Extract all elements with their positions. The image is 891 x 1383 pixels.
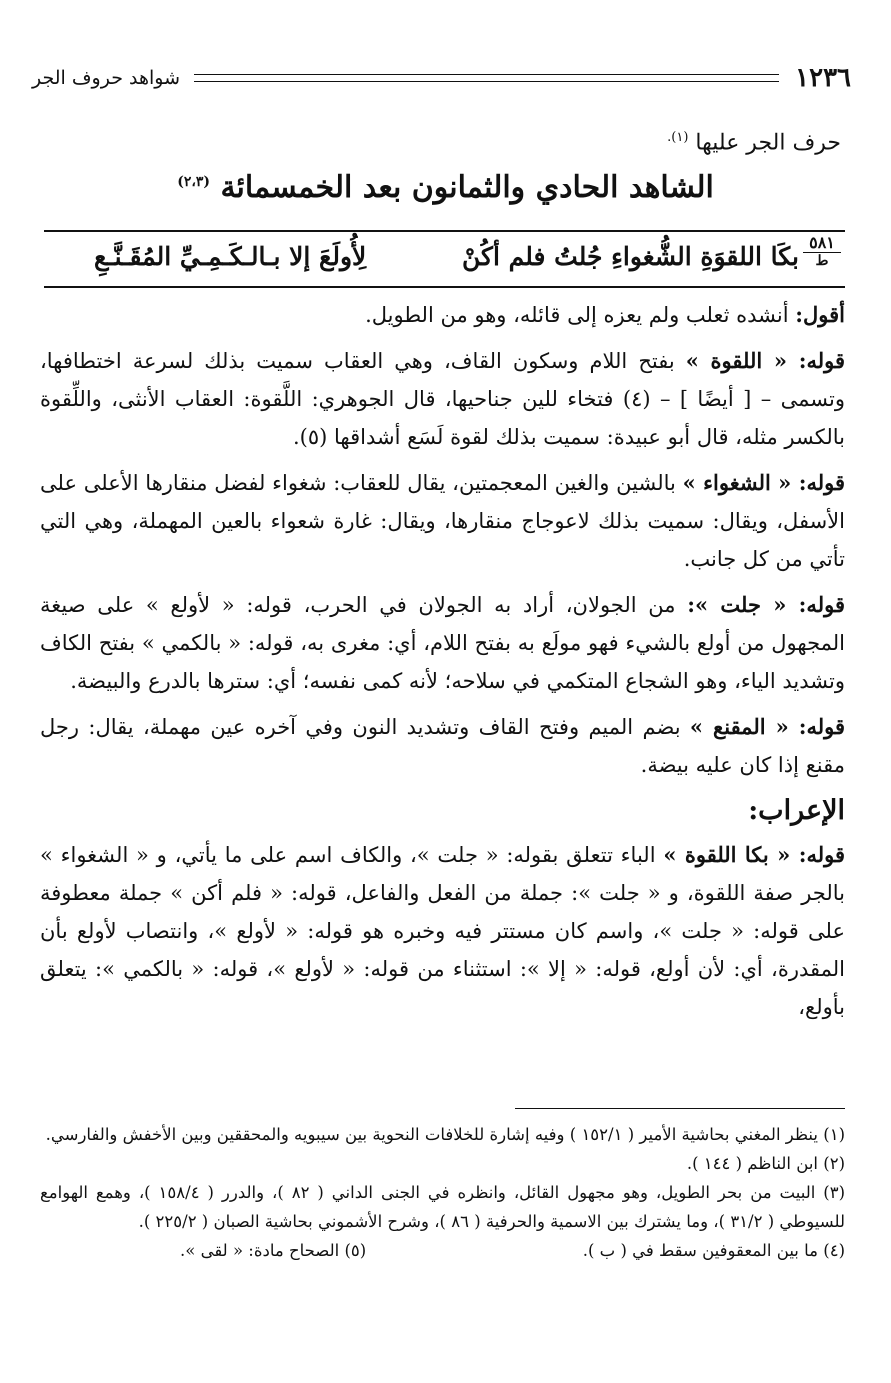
paragraph-lead: قوله: « جلت »: bbox=[687, 592, 845, 617]
footnote-divider bbox=[515, 1108, 845, 1109]
paragraph-text: بفتح اللام وسكون القاف، وهي العقاب سميت بذلك لسرعة اختطافها، وتسمى – [ أيضًا ] – (٤) فتخاء للين جناحيها، قال الجوهري: اللَّقوة: العقاب الأنثى، واللِّقوة بالكسر مثله، قال أبو عبيدة: سميت بذلك لقوة لَسَع أشداقها (٥). bbox=[40, 349, 845, 449]
paragraph-text: الباء تتعلق بقوله: « جلت »، والكاف اسم على ما يأتي، و « الشغواء » بالجر صفة اللقوة، و « جلت »: جملة من الفعل والفاعل، قوله: « فلم أكن » جملة معطوفة على قوله: « جلت »، واسم كان مستتر فيه وخبره هو قوله: « لأولع »، وانتصاب لأولع بأن المقدرة، أي: لأن أولع، قوله: « إلا »: استثناء من قوله: « لأولع »، قوله: « بالكمي »: يتعلق بأولع، bbox=[40, 843, 845, 1019]
footnote: (٤) ما بين المعقوفين سقط في ( ب ). bbox=[582, 1241, 845, 1260]
paragraph-text: أنشده ثعلب ولم يعزه إلى قائله، وهو من الطويل. bbox=[365, 303, 789, 327]
footnote: (٢) ابن الناظم ( ١٤٤ ). bbox=[686, 1154, 845, 1173]
commentary-body bbox=[40, 296, 845, 1034]
paragraph-text: بضم الميم وفتح القاف وتشديد النون وفي آخره عين مهملة، يقال: رجل مقنع إذا كان عليه بيضة. bbox=[40, 715, 845, 777]
footnote: (١) ينظر المغني بحاشية الأمير ( ١٥٢/١ ) وفيه إشارة للخلافات النحوية بين سيبويه والمحققين وبين الأخفش والفارسي. bbox=[45, 1125, 845, 1144]
footnote: (٣) البيت من بحر الطويل، وهو مجهول القائل، وانظره في الجنى الداني ( ٨٢ )، والدرر ( ١٥٨/٤ )، وهمع الهوامع للسيوطي ( ٣١/٢ )، وما يشترك بين الاسمية والحرفية ( ٨٦ )، وشرح الأشموني بحاشية الصبان ( ٢٢٥/٢ ). bbox=[40, 1183, 846, 1231]
verse-number bbox=[803, 234, 841, 269]
paragraph-lead: قوله: « الشغواء » bbox=[682, 470, 845, 495]
paragraph bbox=[40, 708, 845, 784]
paragraph bbox=[40, 836, 845, 1026]
paragraph bbox=[40, 464, 845, 578]
paragraph-lead: قوله: « بكا اللقوة » bbox=[663, 842, 845, 867]
paragraph-text: بالشين والغين المعجمتين، يقال للعقاب: شغواء لفضل منقارها الأعلى على الأسفل، ويقال: سميت بذلك لاعوجاج منقارها، ويقال: غارة شعواء بالعين المهملة، وهي التي تأتي من كل جانب. bbox=[40, 471, 845, 571]
footnote: (٥) الصحاح مادة: « لقى ». bbox=[180, 1241, 367, 1260]
paragraph bbox=[40, 342, 845, 456]
verse-hemistich-second: لِأُولَعَ إلا بـالـكَـمِـيِّ المُقَـنَّـعِ bbox=[94, 242, 367, 271]
footnote-row bbox=[40, 1236, 845, 1265]
paragraph-lead: قوله: « المقنع » bbox=[689, 714, 845, 739]
header-rule bbox=[194, 74, 779, 82]
footnotes bbox=[40, 1120, 845, 1265]
footnote-ref: (١). bbox=[667, 130, 689, 145]
meter-mark: ط bbox=[803, 252, 841, 269]
section-footnote-ref: (٢،٣) bbox=[177, 174, 210, 190]
paragraph bbox=[40, 296, 845, 334]
verse-number-value: ٥٨١ bbox=[809, 233, 835, 252]
continuation-text: حرف الجر عليها bbox=[695, 130, 841, 156]
running-header bbox=[32, 62, 851, 94]
continuation-line bbox=[667, 130, 841, 155]
paragraph-lead: قوله: « اللقوة » bbox=[685, 348, 846, 373]
running-title: شواهد حروف الجر bbox=[32, 67, 181, 89]
section-heading bbox=[40, 170, 851, 205]
paragraph-lead: أقول: bbox=[795, 302, 845, 327]
verse-hemistich-first: بكَا اللقوَةِ الشُّغواءِ جُلتُ فلم أكُنْ bbox=[462, 242, 799, 271]
paragraph bbox=[40, 586, 845, 700]
verse-box bbox=[44, 230, 845, 288]
irab-heading: الإعراب: bbox=[748, 795, 845, 826]
section-title: الشاهد الحادي والثمانون بعد الخمسمائة bbox=[220, 170, 714, 205]
paragraph-text: من الجولان، أراد به الجولان في الحرب، قوله: « لأولع » على صيغة المجهول من أولع بالشيء فهو مولَع به بفتح اللام، أي: مغرى به، قوله: « بالكمي » بفتح الكاف وتشديد الياء، وهو الشجاع المتكمي في سلاحه؛ لأنه كمى نفسه؛ أي: سترها بالدرع والبيضة. bbox=[40, 593, 845, 693]
page-number: ١٢٣٦ bbox=[795, 63, 851, 93]
